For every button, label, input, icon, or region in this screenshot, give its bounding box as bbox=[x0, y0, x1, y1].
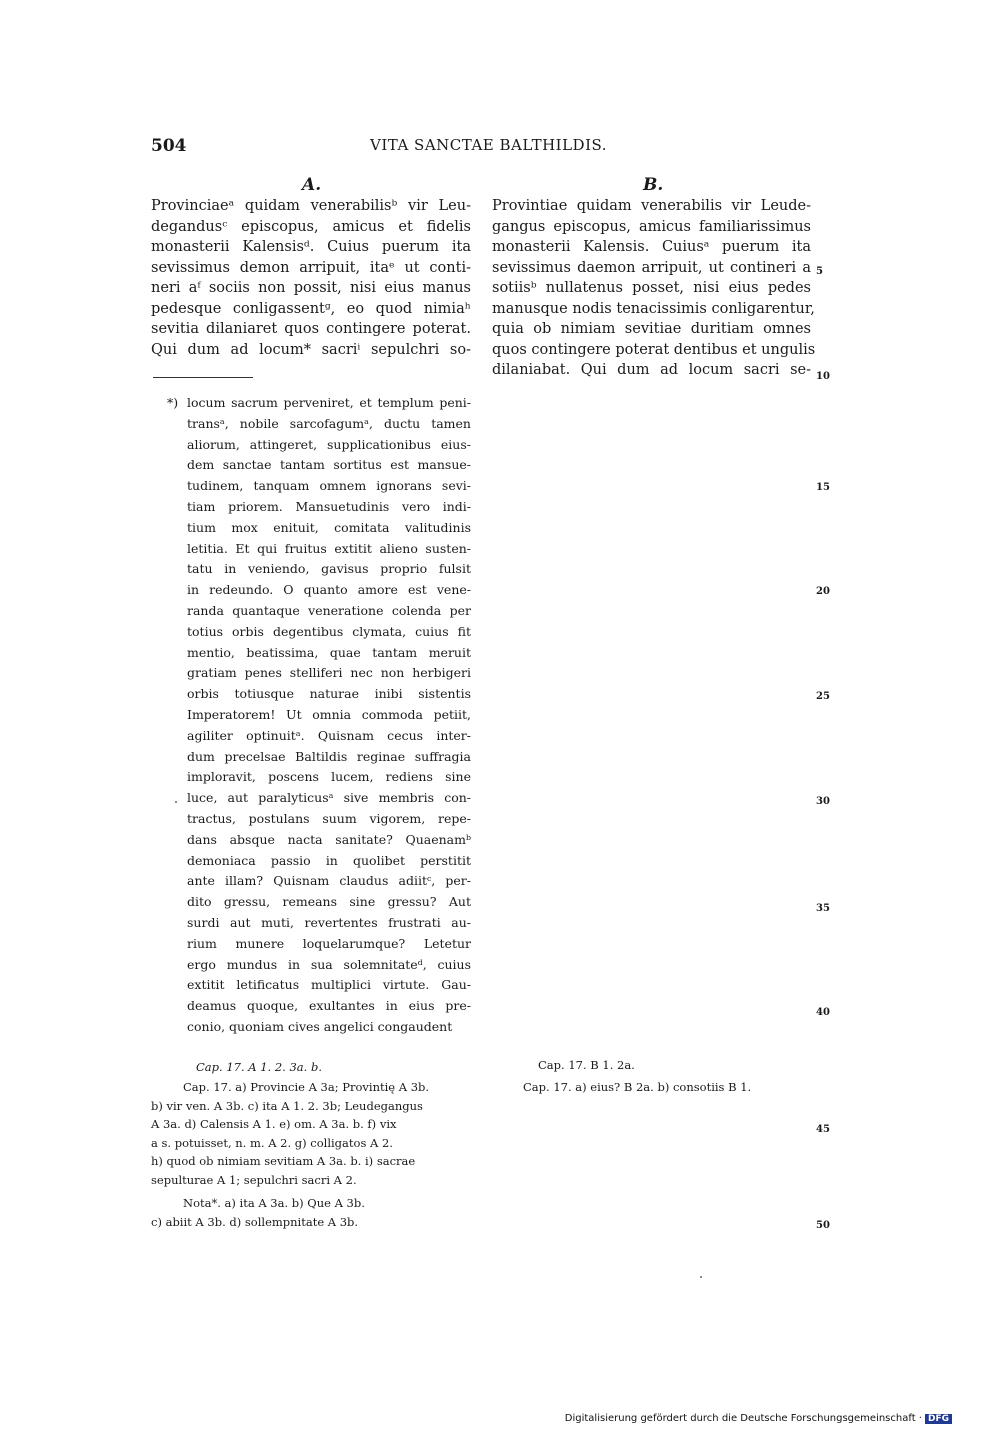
note-line: luce, aut paralyticusᵃ sive membris con- bbox=[187, 790, 471, 806]
note-line: tiam priorem. Mansuetudinis vero indi- bbox=[187, 498, 471, 514]
line-number: 50 bbox=[816, 1220, 830, 1231]
footnote-marker: *) bbox=[167, 395, 179, 410]
text-line: Qui dum ad locum* sacriⁱ sepulchri so- bbox=[151, 341, 471, 358]
column-b-heading: B. bbox=[643, 175, 664, 195]
note-line: ante illam? Quisnam claudus adiitᶜ, per- bbox=[187, 873, 471, 889]
line-number: 25 bbox=[816, 691, 830, 702]
apparatus-nota-line: c) abiit A 3b. d) sollempnitate A 3b. bbox=[151, 1214, 359, 1229]
note-line: orbis totiusque naturae inibi sistentis bbox=[187, 686, 471, 702]
note-line: conio, quoniam cives angelici congaudent bbox=[187, 1018, 453, 1034]
footer-text: Digitalisierung gefördert durch die Deutsche Forschungsgemeinschaft · bbox=[564, 1413, 922, 1424]
note-line: letitia. Et qui fruitus extitit alieno susten- bbox=[187, 540, 471, 556]
line-number: 30 bbox=[816, 796, 830, 807]
note-line: agiliter optinuitᵃ. Quisnam cecus inter- bbox=[187, 727, 471, 743]
text-line: pedesque conligassentᵍ, eo quod nimiaʰ bbox=[151, 300, 471, 317]
note-line: tractus, postulans suum vigorem, repe- bbox=[187, 810, 471, 826]
note-line: transᵃ, nobile sarcofagumᵃ, ductu tamen bbox=[187, 415, 471, 431]
text-line: neri aᶠ sociis non possit, nisi eius manus bbox=[151, 280, 471, 296]
apparatus-line: b) vir ven. A 3b. c) ita A 1. 2. 3b; Leudegangus bbox=[151, 1098, 423, 1113]
note-line: Imperatorem! Ut omnia commoda petiit, bbox=[187, 706, 471, 722]
note-line: gratiam penes stelliferi nec non herbigeri bbox=[187, 665, 471, 681]
text-line: sevissimus demon arripuit, itaᵉ ut conti- bbox=[151, 259, 471, 276]
note-line: tudinem, tanquam omnem ignorans sevi- bbox=[187, 478, 471, 494]
note-line: rium munere loquelarumque? Letetur bbox=[187, 935, 471, 951]
text-line: quos contingere poterat dentibus et ungulis bbox=[492, 341, 816, 358]
apparatus-line: A 3a. d) Calensis A 1. e) om. A 3a. b. f) vix bbox=[151, 1117, 397, 1131]
column-a-heading: A. bbox=[302, 175, 322, 195]
footnote-rule bbox=[153, 377, 253, 378]
line-number: 45 bbox=[816, 1124, 830, 1135]
note-line: mentio, beatissima, quae tantam meruit bbox=[187, 644, 471, 660]
scan-speck bbox=[700, 1276, 702, 1278]
note-line: aliorum, attingeret, supplicationibus eius- bbox=[187, 436, 471, 452]
text-line: monasterii Kalensis. Cuiusᵃ puerum ita bbox=[492, 239, 811, 255]
apparatus-line: h) quod ob nimiam sevitiam A 3a. b. i) sacrae bbox=[151, 1154, 416, 1168]
line-number: 35 bbox=[816, 903, 830, 914]
text-line: sevitia dilaniaret quos contingere poterat. bbox=[151, 321, 471, 337]
note-line: deamus quoque, exultantes in eius pre- bbox=[187, 998, 471, 1014]
apparatus-line: a s. potuisset, n. m. A 2. g) colligatos A 2. bbox=[151, 1135, 393, 1150]
note-line: randa quantaque veneratione colenda per bbox=[187, 602, 471, 618]
apparatus-line: Cap. 17. a) Provincie A 3a; Provintię A 3b. bbox=[183, 1080, 430, 1094]
note-line: in redeundo. O quanto amore est vene- bbox=[187, 582, 471, 598]
dfg-logo: DFG bbox=[925, 1414, 952, 1424]
apparatus-line: sepulturae A 1; sepulchri sacri A 2. bbox=[151, 1172, 357, 1187]
text-line: Provinciaeᵃ quidam venerabilisᵇ vir Leu- bbox=[151, 198, 471, 214]
text-line: sotiisᵇ nullatenus posset, nisi eius pedes bbox=[492, 280, 811, 296]
apparatus-b-notes: Cap. 17. a) eius? B 2a. b) consotiis B 1. bbox=[523, 1080, 752, 1094]
note-line: totius orbis degentibus clymata, cuius fit bbox=[187, 623, 471, 639]
text-line: monasterii Kalensisᵈ. Cuius puerum ita bbox=[151, 239, 471, 255]
line-number: 40 bbox=[816, 1007, 830, 1018]
text-line: quia ob nimiam sevitiae duritiam omnes bbox=[492, 321, 811, 337]
note-line: demoniaca passio in quolibet perstitit bbox=[187, 852, 471, 868]
text-line: manusque nodis tenacissimis conligarentur, bbox=[492, 300, 815, 317]
note-line: ergo mundus in sua solemnitateᵈ, cuius bbox=[187, 956, 471, 972]
text-line: Provintiae quidam venerabilis vir Leude- bbox=[492, 198, 811, 214]
text-line: sevissimus daemon arripuit, ut contineri a bbox=[492, 259, 811, 276]
apparatus-a-notes bbox=[151, 1078, 471, 1231]
line-number: 20 bbox=[816, 586, 830, 597]
apparatus-a-sources: Cap. 17. A 1. 2. 3a. b. bbox=[196, 1060, 322, 1074]
note-line: dem sanctae tantam sortitus est mansue- bbox=[187, 457, 471, 473]
apparatus-b-sources: Cap. 17. B 1. 2a. bbox=[538, 1058, 635, 1072]
note-line: tium mox enituit, comitata valitudinis bbox=[187, 519, 471, 535]
note-line: locum sacrum perveniret, et templum peni- bbox=[187, 395, 471, 410]
footnote-text bbox=[187, 393, 471, 1038]
note-line: surdi aut muti, revertentes frustrati au- bbox=[187, 914, 471, 930]
note-line: extitit letificatus multiplici virtute. Gau- bbox=[187, 977, 471, 993]
page-number: 504 bbox=[151, 136, 187, 156]
text-line: dilaniabat. Qui dum ad locum sacri se- bbox=[492, 362, 811, 378]
line-number: 10 bbox=[816, 371, 830, 382]
apparatus-nota-line: Nota*. a) ita A 3a. b) Que A 3b. bbox=[183, 1196, 365, 1210]
note-line: imploravit, poscens lucem, rediens sine bbox=[187, 769, 471, 785]
column-a-text bbox=[151, 196, 471, 360]
note-line: dito gressu, remeans sine gressu? Aut bbox=[187, 894, 471, 910]
scan-speck bbox=[175, 801, 177, 803]
digitization-notice bbox=[565, 1413, 952, 1424]
text-line: degandusᶜ episcopus, amicus et fidelis bbox=[151, 218, 471, 235]
text-line: gangus episcopus, amicus familiarissimus bbox=[492, 218, 811, 235]
note-line: dum precelsae Baltildis reginae suffragia bbox=[187, 748, 471, 764]
note-line: tatu in veniendo, gavisus proprio fulsit bbox=[187, 561, 471, 577]
column-b-text bbox=[492, 196, 816, 381]
note-line: dans absque nacta sanitate? Quaenamᵇ bbox=[187, 831, 471, 847]
line-number: 15 bbox=[816, 482, 830, 493]
line-number: 5 bbox=[816, 266, 823, 277]
running-title: VITA SANCTAE BALTHILDIS. bbox=[370, 136, 608, 154]
